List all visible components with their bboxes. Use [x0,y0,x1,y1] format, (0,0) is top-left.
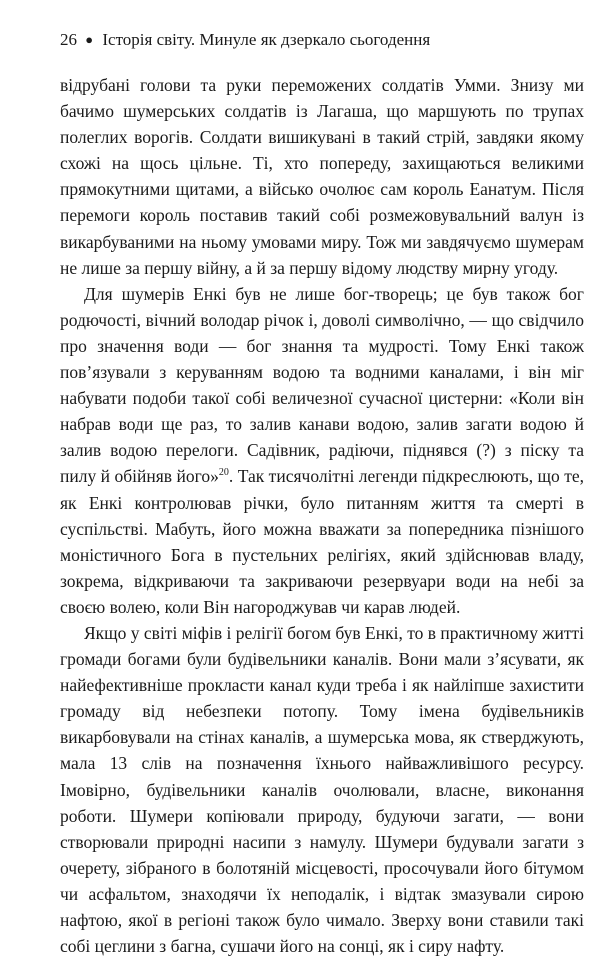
footnote-ref: 20 [218,467,229,479]
book-page [60,30,584,959]
bullet-icon: ● [85,32,94,47]
page-number: 26 [60,30,77,49]
paragraph-2 [60,281,584,620]
paragraph-1: відрубані голови та руки переможених солдатів Умми. Знизу ми бачимо шумерських солдатів із Лагаша, що маршують по трупах полеглих ворогів. Солдати вишикувані в такий стрій, завдяки якому схожі на щось цільне. Ті, хто попереду, захищаються великими прямокутними щитами, а військо очолює сам король Еанатум. Після перемоги король поставив такий собі розмежовувальний валун із викарбуваними на ньому умовами миру. Тож ми завдячуємо шумерам не лише за першу війну, а й за першу відому людству мирну угоду. [60,75,584,278]
body-text [60,72,584,959]
book-title: Історія світу. Минуле як дзеркало сьогодення [102,30,431,49]
paragraph-2-text-after-footnote: . Так тисячолітні легенди підкреслюють, що те, як Енкі контролював річки, було питанням життя та смерті в суспільстві. Мабуть, його можна вважати за попередника пізнішого моністичного Бога в пустельних релігіях, який здійснював владу, зокрема, відкриваючи та закриваючи резервуари води на небі за своєю волею, коли Він нагороджував чи карав людей. [60,466,585,617]
paragraph-2-text-before-footnote: Для шумерів Енкі був не лише бог-творець; це був також бог родючості, вічний володар річок і, доволі символічно, — що свідчило про значення води — бог знання та мудрості. Тому Енкі також пов’язували з керуванням водою та водними каналами, і він міг набувати подоби такої собі величезної сучасної цистерни: «Коли він набрав води ще раз, то залив канави водою, залив загати водою й залив водою перелоги. Садівник, радіючи, піднявся (?) з піску та пилу й обійняв його» [60,283,584,487]
running-header [60,30,584,50]
paragraph-3: Якщо у світі міфів і релігії богом був Енкі, то в практичному житті громади богами були будівельники каналів. Вони мали з’ясувати, як найефективніше прокласти канал куди треба і як найліпше захистити громаду від небезпеки потопу. Тому імена будівельників викарбовували на стінах каналів, а шумерська мова, як стверджують, мала 13 слів на позначення їхнього найважливішого ресурсу. Імовірно, будівельники каналів очолювали, власне, виконання роботи. Шумери копіювали природу, будуючи загати, — вони створювали природні насипи з намулу. Шумери будували загати з очерету, зібраного в болотяній місцевості, просочували його бітумом чи асфальтом, знаходячи їх неподалік, і відтак змазували сирою нафтою, якої в регіоні також було чимало. Зверху вони ставили такі собі цеглини з багна, сушачи його на сонці, як і сиру нафту. [60,622,584,957]
